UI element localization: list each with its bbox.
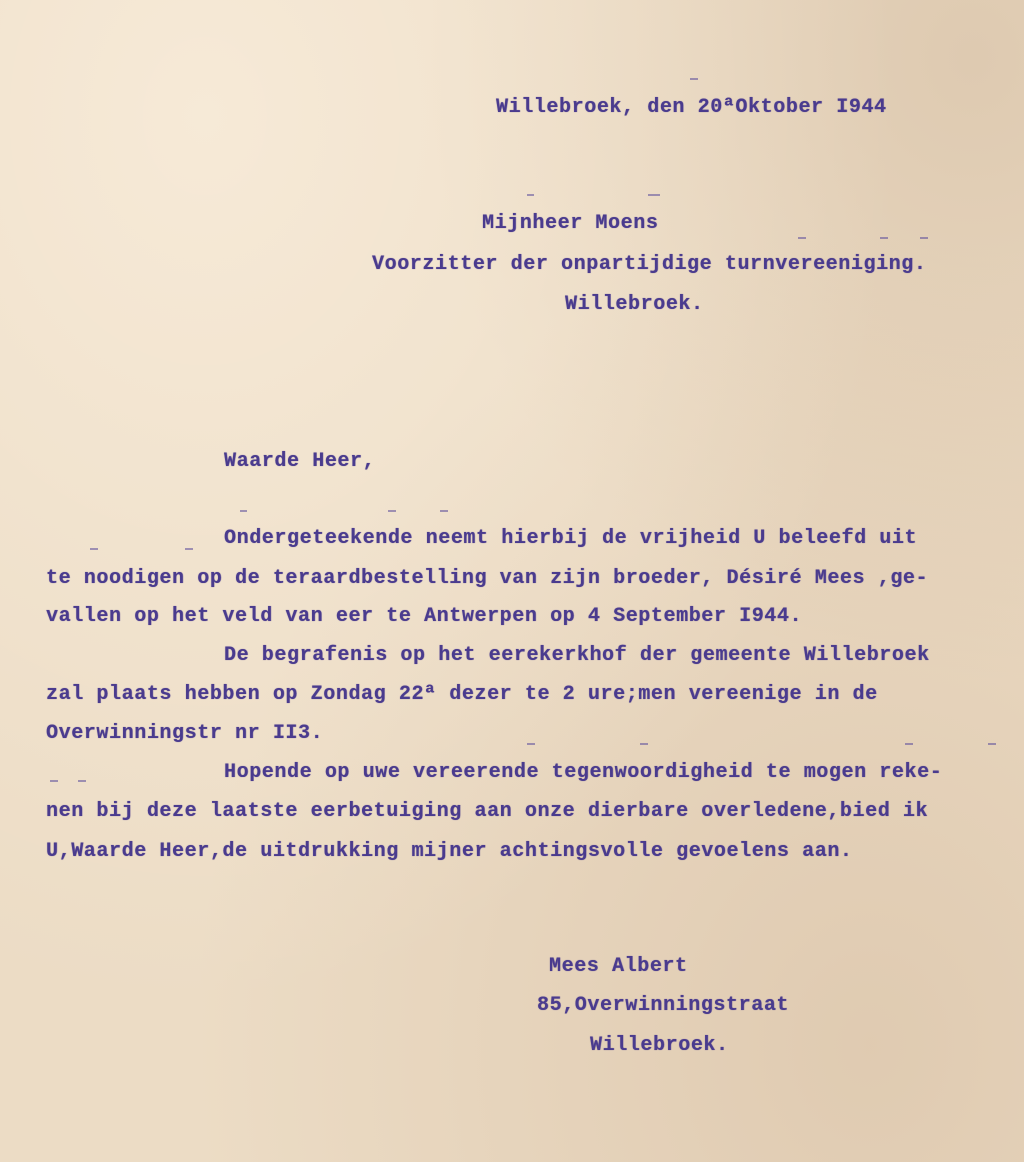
stray-mark	[388, 510, 396, 512]
stray-mark	[185, 548, 193, 550]
salutation: Waarde Heer,	[224, 450, 376, 473]
body-line-3: vallen op het veld van eer te Antwerpen op 4 September I944.	[46, 605, 803, 628]
body-line-9: U,Waarde Heer,de uitdrukking mijner achtingsvolle gevoelens aan.	[46, 840, 853, 863]
signature-address: 85,Overwinningstraat	[537, 994, 790, 1017]
stray-mark	[880, 237, 888, 239]
addressee-title: Voorzitter der onpartijdige turnvereeniging.	[372, 253, 927, 276]
body-line-2: te noodigen op de teraardbestelling van zijn broeder, Désiré Mees ,ge-	[46, 567, 929, 590]
signature-place: Willebroek.	[590, 1034, 729, 1057]
stray-mark	[648, 194, 660, 196]
stray-mark	[920, 237, 928, 239]
stray-mark	[640, 743, 648, 745]
stray-mark	[50, 780, 58, 782]
stray-mark	[527, 194, 534, 196]
stray-mark	[690, 78, 698, 80]
stray-mark	[527, 743, 535, 745]
addressee-name: Mijnheer Moens	[482, 212, 659, 235]
dateline: Willebroek, den 20ªOktober I944	[496, 96, 887, 119]
stray-mark	[905, 743, 913, 745]
stray-mark	[798, 237, 806, 239]
body-line-6: Overwinningstr nr II3.	[46, 722, 324, 745]
addressee-place: Willebroek.	[565, 293, 704, 316]
stray-mark	[988, 743, 996, 745]
body-line-4: De begrafenis op het eerekerkhof der gemeente Willebroek	[224, 644, 930, 667]
stray-mark	[240, 510, 247, 512]
body-line-8: nen bij deze laatste eerbetuiging aan onze dierbare overledene,bied ik	[46, 800, 929, 823]
body-line-7: Hopende op uwe vereerende tegenwoordigheid te mogen reke-	[224, 761, 943, 784]
signature-name: Mees Albert	[549, 955, 688, 978]
stray-mark	[78, 780, 86, 782]
body-line-1: Ondergeteekende neemt hierbij de vrijheid U beleefd uit	[224, 527, 918, 550]
body-line-5: zal plaats hebben op Zondag 22ª dezer te 2 ure;men vereenige in de	[46, 683, 878, 706]
stray-mark	[440, 510, 448, 512]
stray-mark	[90, 548, 98, 550]
